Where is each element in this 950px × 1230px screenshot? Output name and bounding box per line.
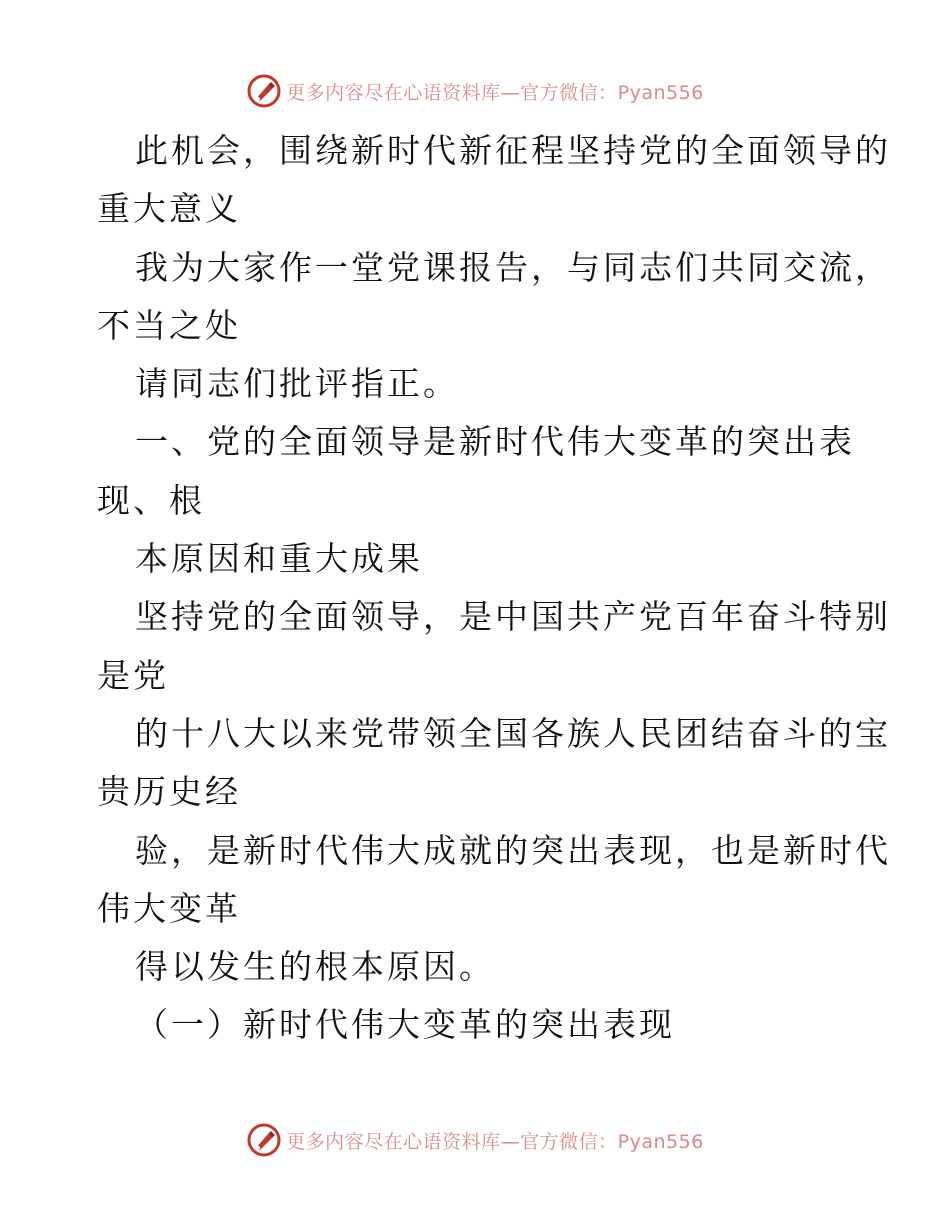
text-line: 伟大变革: [97, 888, 241, 928]
text-line: 我为大家作一堂党课报告，与同志们共同交流，: [135, 247, 891, 287]
text-line: 贵历史经: [97, 772, 241, 812]
subsection-heading: （一）新时代伟大变革的突出表现: [135, 1005, 675, 1045]
section-heading-continued: 现、根: [97, 480, 205, 520]
text-line: 此机会，围绕新时代新征程坚持党的全面领导的: [135, 131, 891, 170]
text-line: 不当之处: [97, 305, 241, 345]
text-line: 的十八大以来党带领全国各族人民团结奋斗的宝: [135, 713, 891, 753]
text-line: 请同志们批评指正。: [135, 364, 459, 404]
section-heading: 一、党的全面领导是新时代伟大变革的突出表: [135, 422, 855, 462]
pen-logo-icon: [246, 73, 282, 109]
text-line: 坚持党的全面领导，是中国共产党百年奋斗特别: [135, 597, 891, 637]
section-heading-continued: 本原因和重大成果: [135, 539, 423, 579]
watermark-text: 更多内容尽在心语资料库—官方微信：Pyan556: [286, 81, 704, 104]
document-body: [97, 122, 891, 1055]
watermark-text: 更多内容尽在心语资料库—官方微信：Pyan556: [286, 1130, 704, 1153]
pen-logo-icon: [246, 1122, 282, 1158]
watermark-footer: [0, 1120, 950, 1160]
text-line: 是党: [97, 655, 169, 695]
text-line: 验，是新时代伟大成就的突出表现，也是新时代: [135, 830, 891, 870]
text-line: 得以发生的根本原因。: [135, 947, 495, 987]
watermark-header: [0, 71, 950, 111]
text-line: 重大意义: [97, 189, 241, 229]
